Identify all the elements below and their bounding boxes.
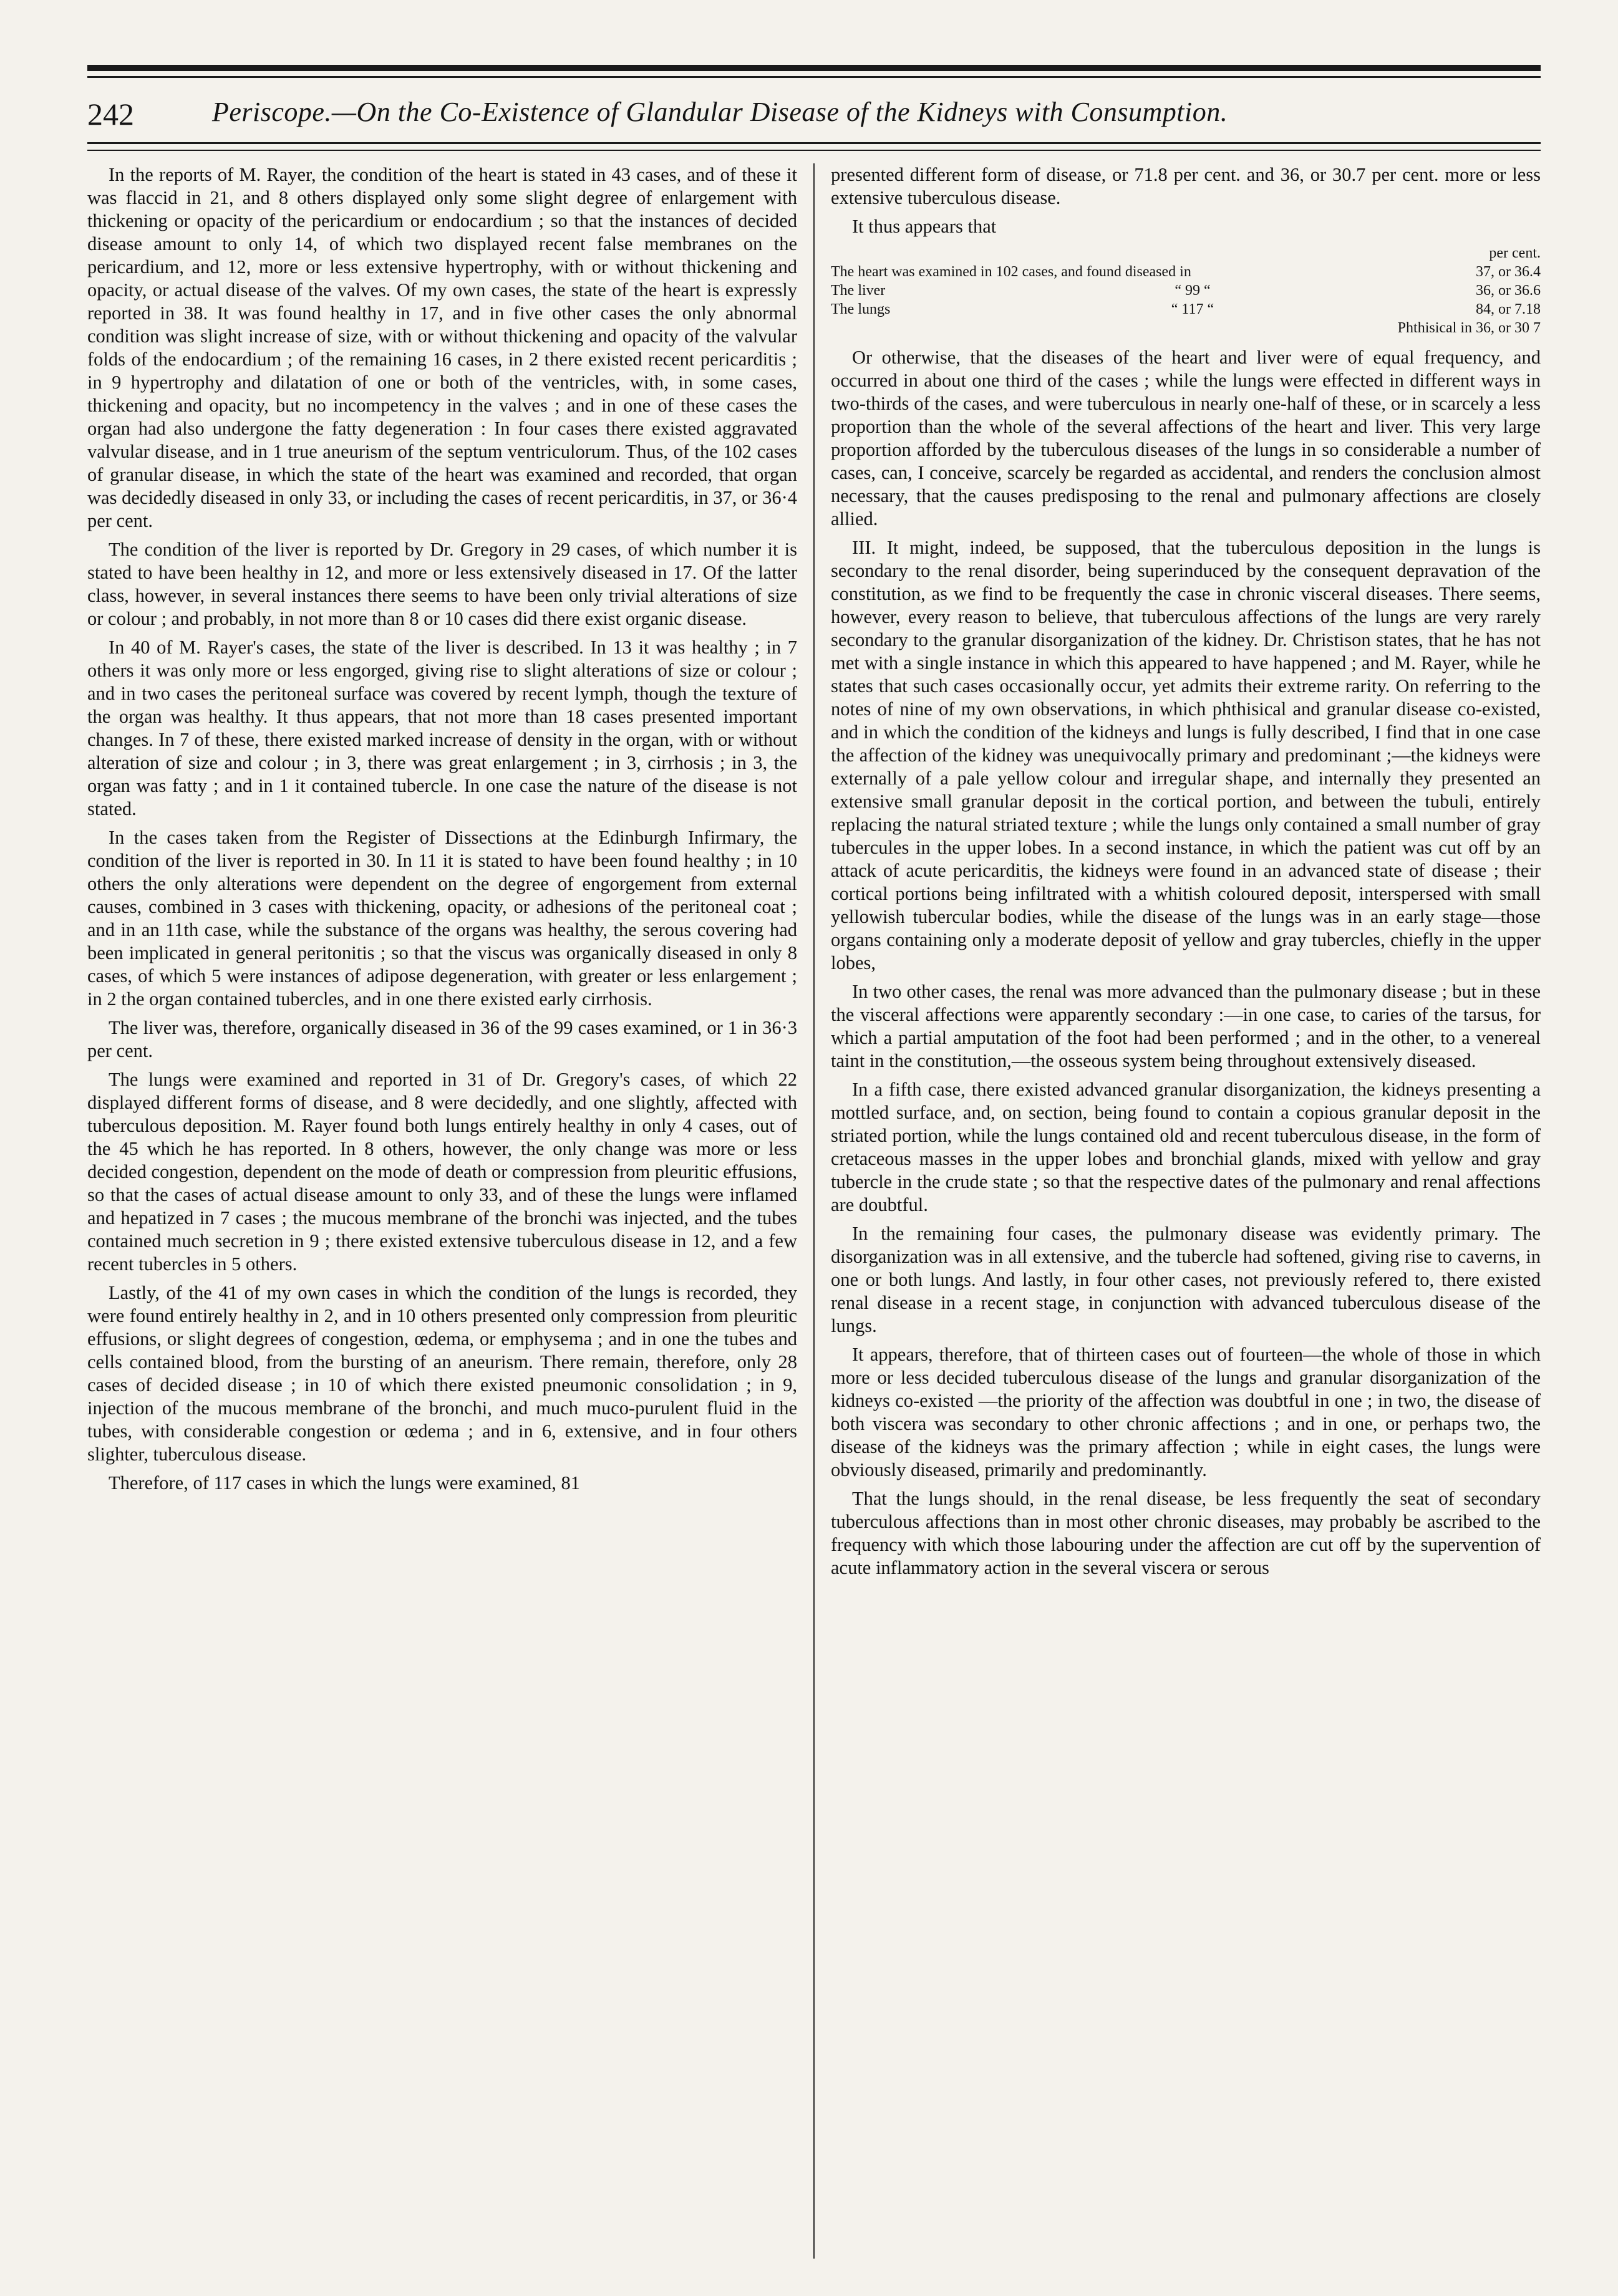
stats-row-heart: [831, 263, 1541, 281]
stats-result: 36, or 36.6: [1476, 282, 1541, 299]
top-rule-thin: [87, 76, 1541, 78]
paragraph-lungs-gregory-rayer: The lungs were examined and reported in 31 of Dr. Gregory's cases, of which 22 displayed different forms of disease, and 8 were decidedly, and one slightly, affected with tuberculous deposition. M. Rayer found both lungs entirely healthy in only 4 cases, out of the 45 which he has reported. In 8 others, however, the only change was more or less decided congestion, dependent on the mode of death or compression from pleuritic effusions, so that the cases of actual disease amount to only 33, and of these the lungs were inflamed and hepatized in 7 cases ; the mucous membrane of the bronchi was injected, and the tubes contained much secretion in 9 ; there existed extensive tuberculous disease in 12, and a few recent tubercles in 5 others.: [87, 1069, 797, 1275]
paragraph-heart-rayer: In the reports of M. Rayer, the condition of the heart is stated in 43 cases, and of these it was flaccid in 21, and 8 others displayed only some slight degree of enlargement with thickening or opacity of the pericardium or endocardium ; so that the instances of decided disease amount to only 14, of which two displayed recent false membranes on the pericardium, and 12, more or less extensive hypertrophy, with or without thickening and opacity, or actual disease of the valves. Of my own cases, the state of the heart is expressly reported in 38. It was found healthy in 17, and in five other cases the only abnormal condition was slight increase of size, with or without thickening and opacity of the valvular folds of the endocardium ; of the remaining 16 cases, in 2 there existed recent pericarditis ; in 9 hypertrophy and dilatation of one or both of the ventricles, with, in some cases, thickening and opacity, but no incompetency in the valves ; and in one of these cases the organ had also undergone the fatty degeneration : In four cases there existed aggravated valvular disease, and in 1 true aneurism of the septum ventriculorum. Thus, of the 102 cases of granular disease, in which the state of the heart was examined and recorded, that organ was decidedly diseased in only 33, or including the cases of recent pericarditis, in 37, or 36·4 per cent.: [87, 164, 797, 531]
stats-count: “ 99 “: [1175, 282, 1211, 299]
paragraph-liver-gregory: The condition of the liver is reported by Dr. Gregory in 29 cases, of which number it is stated to have been healthy in 12, and more or less extensively diseased in 17. Of the latter class, however, in several instances there seems to have been only trivial alterations of size or colour ; and probably, in not more than 8 or 10 cases did there exist organic disease.: [87, 539, 797, 629]
paragraph-frequency-conclusion: Or otherwise, that the diseases of the heart and liver were of equal frequency, and occurred in about one third of the cases ; while the lungs were effected in different ways in two-thirds of the cases, and were tuberculous in nearly one-half of these, or in scarcely a less proportion than the whole of the several affections of the heart and liver. This very large proportion afforded by the tuberculous diseases of the lungs in so considerable a number of cases, can, I conceive, scarcely be regarded as accidental, and renders the conclusion almost necessary, that the causes predisposing to the renal and pulmonary affections are closely allied.: [831, 347, 1541, 529]
stats-result: 37, or 36.4: [1476, 264, 1541, 280]
page-header: [87, 92, 1541, 136]
stats-count: “ 117 “: [1171, 301, 1214, 317]
paragraph-liver-rayer: In 40 of M. Rayer's cases, the state of the liver is described. In 13 it was healthy ; in 7 others it was only more or less engorged, giving rise to slight alterations of size or colour ; and in two cases the peritoneal surface was covered by recent lymph, though the texture of the organ was healthy. It thus appears, that not more than 18 cases presented important changes. In 7 of these, there existed marked increase of density in the organ, with or without alteration of size and colour ; in 3, there was great enlargement ; in 3, cirrhosis ; in 3, the organ was fatty ; and in 1 it contained tubercle. In one case the nature of the disease is not stated.: [87, 637, 797, 819]
stats-label: The liver: [831, 282, 886, 299]
top-rule-thick: [87, 65, 1541, 71]
header-rule: [87, 142, 1541, 144]
paragraph-it-thus-appears: It thus appears that: [852, 216, 997, 237]
paragraph-fifth-case: In a fifth case, there existed advanced granular disorganization, the kidneys presenting a mottled surface, and, on section, being found to contain a copious granular deposit in the striated portion, while the lungs contained old and recent tuberculous disease, in the form of cretaceous masses in the upper lobes and bronchial glands, mixed with yellow and gray tubercle in the crude state ; so that the respective dates of the pulmonary and renal affections are doubtful.: [831, 1079, 1541, 1215]
paragraph-liver-edinburgh: In the cases taken from the Register of Dissections at the Edinburgh Infirmary, the condition of the liver is reported in 30. In 11 it is stated to have been found healthy ; in 10 others the only alterations were dependent on the degree of engorgement from external causes, combined in 3 cases with thickening, opacity, or adhesions of the peritoneal coat ; and in an 11th case, while the substance of the organs was healthy, the serous covering had been implicated in general peritonitis ; so that the viscus was organically diseased in only 8 cases, of which 5 were instances of adipose degeneration, with greater or less enlargement ; in 2 the organ contained tubercles, and in one there existed early cirrhosis.: [87, 827, 797, 1010]
stats-row-lungs: [831, 300, 1541, 319]
paragraph-lungs-secondary: That the lungs should, in the renal disease, be less frequently the seat of secondary tuberculous affections than in most other chronic diseases, may probably be ascribed to the frequency with which those labouring under the affection are cut off by the supervention of acute inflammatory action in the several viscera or serous: [831, 1488, 1541, 1578]
paragraph-liver-summary: The liver was, therefore, organically diseased in 36 of the 99 cases examined, or 1 in 36·3 per cent.: [87, 1017, 797, 1061]
right-column: [831, 163, 1541, 2271]
column-divider: [813, 163, 815, 2259]
page-number: 242: [87, 97, 134, 132]
header-rule-thin: [87, 150, 1541, 151]
stats-row-liver: [831, 281, 1541, 300]
stats-label: The heart was examined in 102 cases, and found diseased in: [831, 264, 1191, 280]
stats-count: [1155, 263, 1230, 281]
paragraph-lungs-total: Therefore, of 117 cases in which the lungs were examined, 81: [109, 1472, 581, 1493]
paragraph-continuation: presented different form of disease, or 71.8 per cent. and 36, or 30.7 per cent. more or less extensive tuberculous disease.: [831, 164, 1541, 208]
paragraph-remaining-four: In the remaining four cases, the pulmonary disease was evidently primary. The disorganization was in all extensive, and the tubercle had softened, giving rise to caverns, in one or both lungs. And lastly, in four other cases, not previously refered to, there existed renal disease in a recent stage, in conjunction with advanced tuberculous disease of the lungs.: [831, 1223, 1541, 1336]
statistics-table: [831, 244, 1541, 337]
stats-phthisical: Phthisical in 36, or 30 7: [1397, 320, 1541, 336]
stats-label: The lungs: [831, 301, 891, 317]
paragraph-it-appears: It appears, therefore, that of thirteen cases out of fourteen—the whole of those in which more or less decided tuberculous disease of the lungs and granular disorganization of the kidneys co-existed —the priority of the affection was doubtful in one ; in two, the disease of both viscera was secondary to other chronic affections ; and in one, or perhaps two, the disease of the kidneys was the primary affection ; while in eight cases, the lungs were obviously diseased, primarily and predominantly.: [831, 1344, 1541, 1480]
stats-result: 84, or 7.18: [1476, 301, 1541, 317]
stats-unit-label: per cent.: [1489, 245, 1541, 261]
paragraph-section-iii: III. It might, indeed, be supposed, that the tuberculous deposition in the lungs is secondary to the renal disorder, being superinduced by the consequent depravation of the constitution, as we find to be frequently the case in chronic visceral diseases. There seems, however, every reason to believe, that tuberculous affections of the lungs are very rarely secondary to the granular disorganization of the kidney. Dr. Christison states, that he has not met with a single instance in which this appeared to have happened ; and M. Rayer, while he states that such cases occasionally occur, yet admits their extreme rarity. On referring to the notes of nine of my own observations, in which phthisical and granular disease co-existed, and in which the condition of the kidneys and lungs is fully described, I find that in one case the affection of the kidney was unequivocally primary and predominant ;—the kidneys were externally of a pale yellow colour and irregular shape, and internally they presented an extensive small granular deposit in the cortical portion, and between the tubuli, entirely replacing the natural striated texture ; while the lungs only contained a small number of gray tubercules in the upper lobes. In a second instance, in which the patient was cut off by an attack of acute pericarditis, the kidneys were found in an advanced state of disease ; their cortical portions being infiltrated with a whitish coloured deposit, interspersed with small yellowish tubercular bodies, while the disease of the lungs was in an early stage—those organs containing only a moderate deposit of yellow and gray tubercles, chiefly in the upper lobes,: [831, 537, 1541, 973]
paragraph-two-other-cases: In two other cases, the renal was more advanced than the pulmonary disease ; but in these the visceral affections were apparently secondary :—in one case, to caries of the tarsus, for which a partial amputation of the foot had been performed ; and in the other, to a venereal taint in the constitution,—the osseous system being throughout extensively diseased.: [831, 981, 1541, 1071]
running-head: Periscope.—On the Co-Existence of Glandular Disease of the Kidneys with Consumption.: [212, 97, 1228, 127]
left-column: [87, 163, 797, 2271]
paragraph-lungs-own-cases: Lastly, of the 41 of my own cases in which the condition of the lungs is recorded, they were found entirely healthy in 2, and in 10 others presented only compression from pleuritic effusions, or slight degrees of congestion, œdema, or emphysema ; and in one the tubes and cells contained blood, from the bursting of an aneurism. There remain, therefore, only 28 cases of decided disease ; in 10 of which there existed pneumonic consolidation ; in 9, injection of the mucous membrane of the bronchi, and much muco-purulent fluid in the tubes, with considerable congestion or œdema ; and in 6, extensive, and in four others slighter, tuberculous disease.: [87, 1282, 797, 1465]
